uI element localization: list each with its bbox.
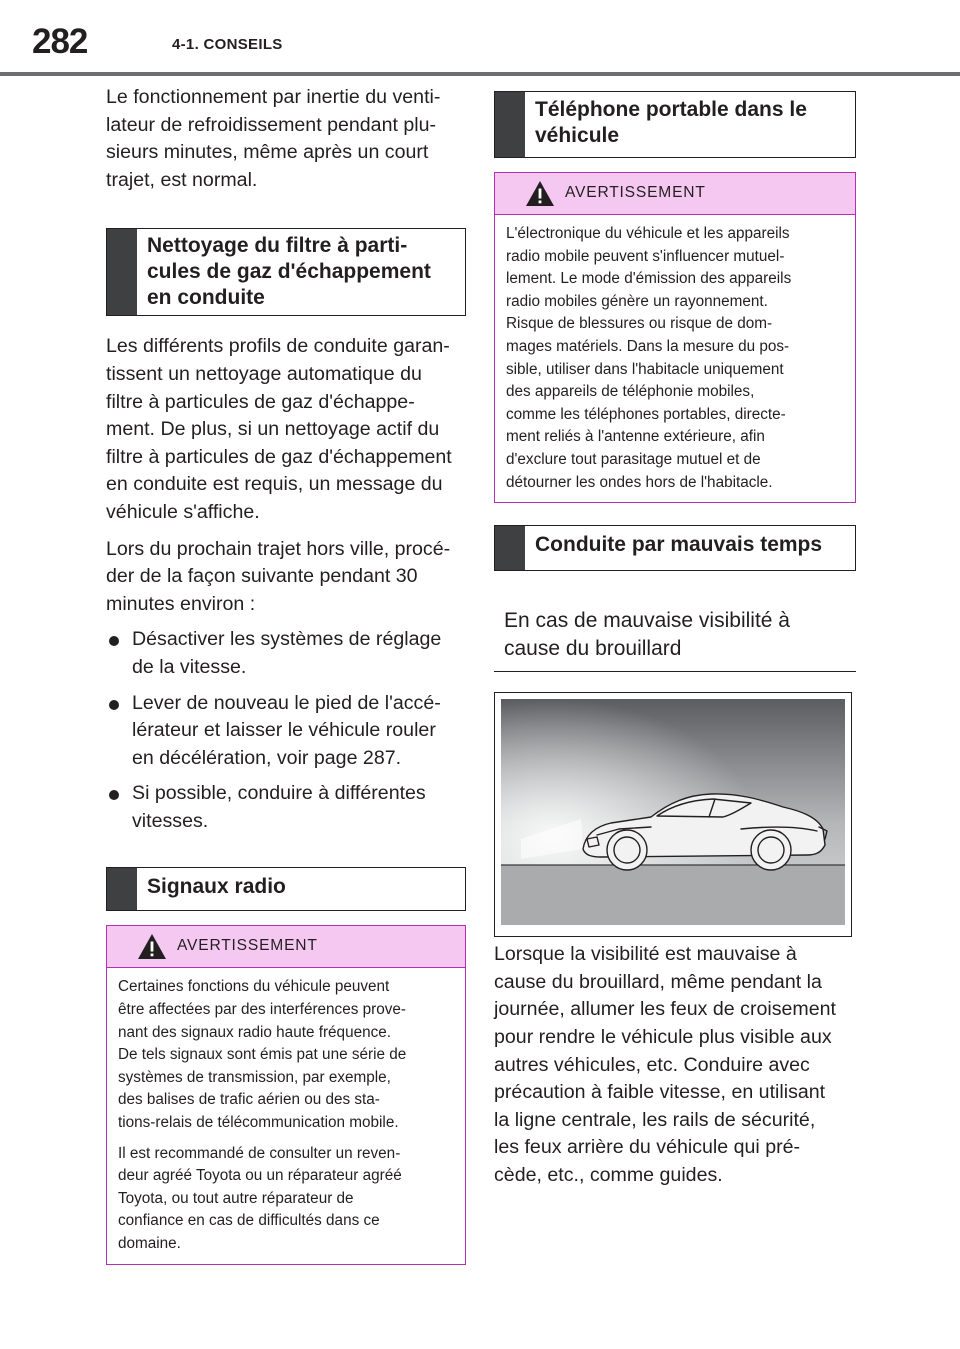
heading-bar xyxy=(107,868,137,910)
radio-section-heading: Signaux radio xyxy=(106,867,466,911)
bullet-dot-icon xyxy=(109,636,119,646)
warning-triangle-icon xyxy=(525,180,555,207)
section-title: 4-1. CONSEILS xyxy=(172,36,283,53)
heading-bar xyxy=(495,526,525,570)
warning-header xyxy=(107,926,465,968)
list-item: Désactiver les systèmes de réglage de la vitesse. xyxy=(106,626,466,681)
heading-bar xyxy=(107,229,137,315)
warning-body: Certaines fonctions du véhicule peuvent être affectées par des interférences prove- nant des signaux radio haute fréquence. De tels signaux sont émis pat une série de systèmes de transmission, par exemple, des balises de trafic aérien ou des sta- tions-relais de télécommunication mobile. Il est recommandé de consulter un reven- deur agréé Toyota ou un réparateur agréé Toyota, ou tout autre réparateur de confiance en cas de difficultés dans ce domaine. xyxy=(118,978,407,1252)
fog-subheading: En cas de mauvaise visibilité à cause du brouillard xyxy=(494,599,856,672)
phone-warning-box xyxy=(494,172,856,503)
intro-paragraph: Le fonctionnement par inertie du venti- lateur de refroidissement pendant plu- sieurs minutes, même après un court trajet, est normal. xyxy=(106,86,441,191)
fog-driving-image xyxy=(501,699,845,925)
fog-paragraph: Lorsque la visibilité est mauvaise à cause du brouillard, même pendant la journée, allumer les feux de croisement pour rendre le véhicule plus visible aux autres véhicules, etc. Conduire avec précaution à faible vitesse, en utilisant la ligne centrale, les rails de sécurité, les feux arrière du véhicule qui pré- cède, etc., comme guides. xyxy=(494,943,836,1186)
weather-section-heading: Conduite par mauvais temps xyxy=(494,525,856,571)
phone-section-heading: Téléphone portable dans le véhicule xyxy=(494,91,856,158)
list-item: Si possible, conduire à différentes vitesses. xyxy=(106,780,466,835)
warning-triangle-icon xyxy=(137,933,167,960)
warning-title: AVERTISSEMENT xyxy=(565,184,706,201)
filter-paragraph-1: Les différents profils de conduite garan- tissent un nettoyage automatique du filtre à particules de gaz d'échappe- ment. De plus, si un nettoyage actif du filtre à particules de gaz d'échappement en conduite est requis, un message du véhicule s'affiche. xyxy=(106,335,452,523)
warning-body: L'électronique du véhicule et les appareils radio mobile peuvent s'influencer mutuel- lement. Le mode d'émission des appareils radio mobiles génère un rayonnement. Risque de blessures ou risque de dom- mages matériels. Dans la mesure du pos- sible, utiliser dans l'habitacle uniquement des appareils de téléphonie mobiles, comme les téléphones portables, directe- ment reliés à l'antenne extérieure, afin d'exclure tout parasitage mutuel et de détourner les ondes hors de l'habitacle. xyxy=(506,225,792,491)
page-number: 282 xyxy=(32,22,88,61)
warning-header xyxy=(495,173,855,215)
warning-title: AVERTISSEMENT xyxy=(177,937,318,955)
filter-paragraph-2: Lors du prochain trajet hors ville, procé- der de la façon suivante pendant 30 minutes environ : xyxy=(106,537,451,615)
bullet-dot-icon xyxy=(109,700,119,710)
right-column xyxy=(494,91,856,1189)
filter-section-heading: Nettoyage du filtre à parti- cules de gaz d'échappement en conduite xyxy=(106,228,466,316)
radio-warning-box xyxy=(106,925,466,1264)
left-column xyxy=(106,84,466,1265)
list-item: Lever de nouveau le pied de l'accé- lérateur et laisser le véhicule rouler en décélération, voir page 287. xyxy=(106,690,466,773)
car-in-fog-illustration xyxy=(494,692,852,937)
page-header xyxy=(0,0,960,76)
header-rule xyxy=(0,72,960,76)
heading-bar xyxy=(495,92,525,157)
bullet-dot-icon xyxy=(109,790,119,800)
